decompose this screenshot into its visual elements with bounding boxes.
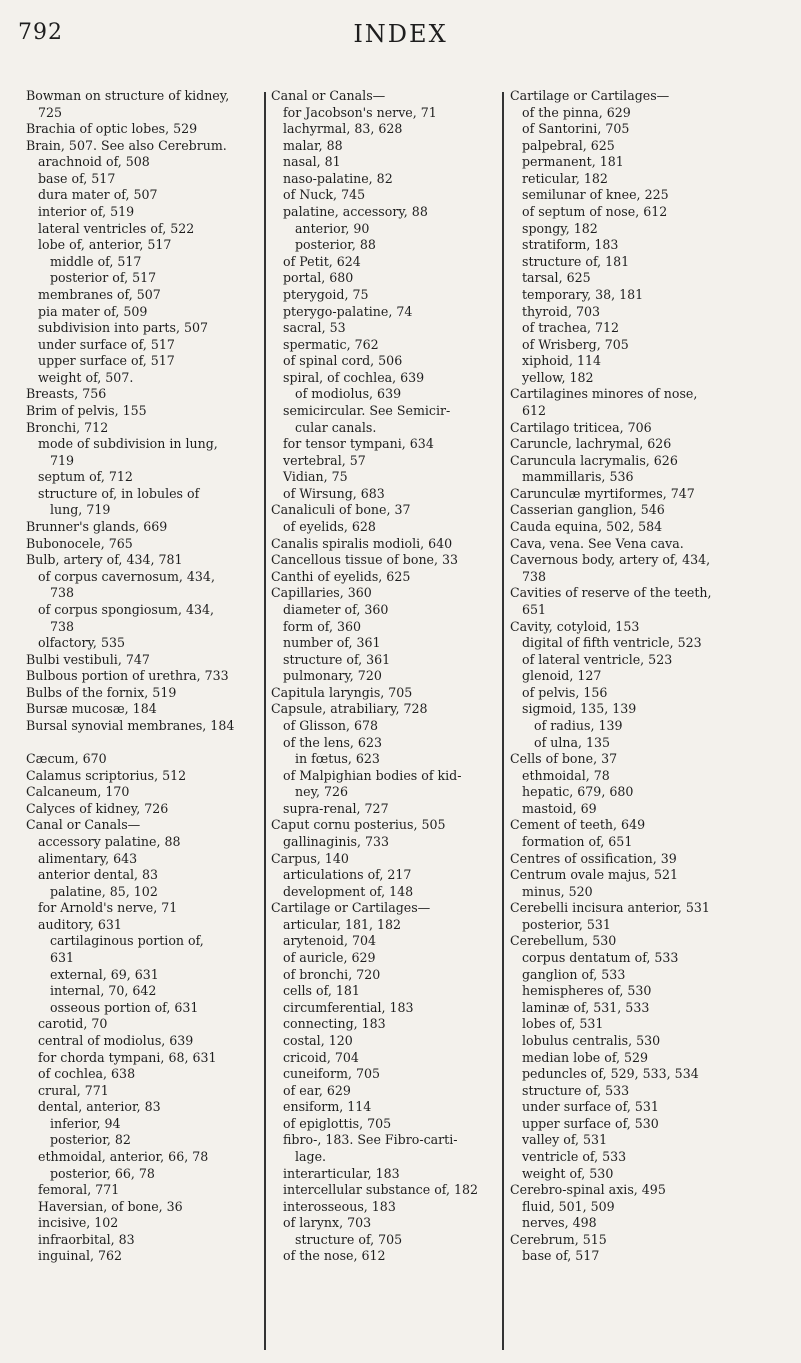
index-entry: Canal or Canals— (271, 88, 386, 103)
index-entry: peduncles of, 529, 533, 534 (522, 1066, 699, 1082)
index-entry: anterior dental, 83 (38, 867, 159, 883)
index-entry: posterior, 66, 78 (50, 1165, 155, 1181)
index-entry: Haversian, of bone, 36 (38, 1198, 183, 1214)
index-entry: Cavities of reserve of the teeth, (510, 585, 712, 601)
index-entry: of radius, 139 (534, 717, 623, 733)
index-entry: Cæcum, 670 (26, 751, 107, 767)
index-entry: Bronchi, 712 (26, 419, 109, 435)
index-entry: of the pinna, 629 (522, 104, 631, 120)
index-entry: structure of, 533 (522, 1082, 630, 1098)
index-entry: Cartilage or Cartilages— (271, 900, 431, 916)
index-entry: under surface of, 517 (38, 336, 175, 352)
index-entry: anterior, 90 (295, 220, 370, 236)
index-entry: cells of, 181 (283, 983, 360, 999)
index-entry: dental, anterior, 83 (38, 1099, 161, 1115)
running-title: INDEX (353, 20, 448, 48)
index-entry: weight of, 530 (522, 1165, 614, 1181)
index-entry: ethmoidal, 78 (522, 767, 610, 783)
index-entry: carotid, 70 (38, 1016, 108, 1032)
index-entry: structure of, 361 (283, 651, 391, 667)
index-entry: of Nuck, 745 (283, 187, 366, 203)
index-entry: Cerebrum, 515 (510, 1231, 607, 1247)
index-entry: gallinaginis, 733 (283, 834, 390, 850)
index-entry: vertebral, 57 (283, 452, 366, 468)
index-entry: femoral, 771 (38, 1182, 120, 1198)
index-entry: permanent, 181 (522, 154, 624, 170)
index-entry: structure of, in lobules of (38, 485, 200, 501)
index-entry: structure of, 181 (522, 253, 630, 269)
index-entry: in fœtus, 623 (295, 751, 380, 767)
index-entry: Capillaries, 360 (271, 585, 372, 601)
index-entry: Brunner's glands, 669 (26, 519, 168, 535)
index-entry: weight of, 507. (38, 369, 134, 385)
index-entry: of lateral ventricle, 523 (522, 651, 673, 667)
index-entry: Cavity, cotyloid, 153 (510, 618, 640, 634)
index-entry: tarsal, 625 (522, 270, 591, 286)
index-entry: structure of, 705 (295, 1231, 403, 1247)
index-column-3 (510, 88, 780, 1265)
index-entry: of Malpighian bodies of kid- (283, 767, 462, 783)
index-entry: inguinal, 762 (38, 1248, 123, 1264)
index-entry: Brachia of optic lobes, 529 (26, 121, 198, 137)
index-entry: Breasts, 756 (26, 386, 107, 402)
index-entry: yellow, 182 (522, 369, 594, 385)
index-entry: osseous portion of, 631 (50, 999, 199, 1015)
index-entry: palpebral, 625 (522, 137, 615, 153)
index-entry: Vidian, 75 (283, 469, 348, 485)
index-entry: middle of, 517 (50, 253, 142, 269)
index-entry: dura mater of, 507 (38, 187, 158, 203)
index-entry: temporary, 38, 181 (522, 286, 644, 302)
index-entry: diameter of, 360 (283, 601, 389, 617)
index-entry: posterior, 531 (522, 916, 611, 932)
index-entry: interarticular, 183 (283, 1165, 400, 1181)
index-entry: stratiform, 183 (522, 237, 619, 253)
index-entry: base of, 517 (522, 1248, 600, 1264)
index-entry: Cartilage or Cartilages— (510, 88, 670, 103)
index-entry: crural, 771 (38, 1082, 109, 1098)
index-entry: incisive, 102 (38, 1215, 119, 1231)
index-entry: 651 (522, 601, 547, 617)
index-entry: of cochlea, 638 (38, 1066, 136, 1082)
index-entry: infraorbital, 83 (38, 1231, 135, 1247)
index-entry: of Santorini, 705 (522, 121, 630, 137)
index-entry: intercellular substance of, 182 (283, 1182, 479, 1198)
index-entry: supra-renal, 727 (283, 800, 389, 816)
index-entry: mastoid, 69 (522, 800, 597, 816)
index-entry: Cerebellum, 530 (510, 933, 617, 949)
index-entry: posterior, 88 (295, 237, 376, 253)
index-entry: Bursæ mucosæ, 184 (26, 701, 157, 717)
index-entry: digital of fifth ventricle, 523 (522, 635, 702, 651)
index-entry: of Petit, 624 (283, 253, 361, 269)
index-entry: nerves, 498 (522, 1215, 597, 1231)
index-entry: of trachea, 712 (522, 320, 620, 336)
index-entry: internal, 70, 642 (50, 983, 157, 999)
index-entry: circumferential, 183 (283, 999, 414, 1015)
index-entry: palatine, 85, 102 (50, 883, 158, 899)
index-entry: 719 (50, 452, 75, 468)
index-entry: of eyelids, 628 (283, 519, 376, 535)
index-entry: base of, 517 (38, 170, 116, 186)
index-entry: xiphoid, 114 (522, 353, 602, 369)
index-column-2 (271, 88, 501, 1265)
index-entry: arytenoid, 704 (283, 933, 376, 949)
section-gap (26, 735, 266, 752)
index-entry: Bubonocele, 765 (26, 535, 133, 551)
index-entry: Caput cornu posterius, 505 (271, 817, 446, 833)
index-entry: Bulbous portion of urethra, 733 (26, 668, 229, 684)
index-entry: lateral ventricles of, 522 (38, 220, 195, 236)
index-entry: development of, 148 (283, 883, 414, 899)
index-entry: Cava, vena. See Vena cava. (510, 535, 684, 551)
index-entry: sigmoid, 135, 139 (522, 701, 637, 717)
index-entry: cuneiform, 705 (283, 1066, 381, 1082)
index-entry: malar, 88 (283, 137, 343, 153)
index-entry: posterior, 82 (50, 1132, 131, 1148)
index-column-1 (26, 88, 266, 1265)
index-entry: number of, 361 (283, 635, 381, 651)
index-entry: reticular, 182 (522, 170, 608, 186)
index-entry: minus, 520 (522, 883, 593, 899)
index-entry: hemispheres of, 530 (522, 983, 652, 999)
index-entry: for Jacobson's nerve, 71 (283, 104, 437, 120)
index-entry: Casserian ganglion, 546 (510, 502, 665, 518)
index-entry: Calamus scriptorius, 512 (26, 767, 187, 783)
index-entry: of auricle, 629 (283, 950, 376, 966)
index-entry: Caruncle, lachrymal, 626 (510, 436, 672, 452)
index-entry: lage. (295, 1149, 327, 1164)
index-entry: of ulna, 135 (534, 734, 611, 750)
index-entry: ensiform, 114 (283, 1099, 372, 1115)
index-entry: Calcaneum, 170 (26, 784, 130, 800)
index-entry: Cells of bone, 37 (510, 751, 618, 767)
index-entry: Caruncula lacrymalis, 626 (510, 452, 678, 468)
index-entry: 738 (50, 585, 75, 601)
index-entry: Centrum ovale majus, 521 (510, 867, 678, 883)
index-entry: mammillaris, 536 (522, 469, 634, 485)
index-entry: of corpus cavernosum, 434, (38, 568, 215, 584)
index-entry: upper surface of, 517 (38, 353, 175, 369)
index-entry: lung, 719 (50, 502, 111, 518)
index-entry: membranes of, 507 (38, 286, 161, 302)
index-entry: semilunar of knee, 225 (522, 187, 669, 203)
index-entry: Canalis spiralis modioli, 640 (271, 535, 453, 551)
index-entry: Cerebro-spinal axis, 495 (510, 1182, 666, 1198)
index-entry: ethmoidal, anterior, 66, 78 (38, 1149, 209, 1164)
index-entry: Canaliculi of bone, 37 (271, 502, 411, 518)
index-entry: formation of, 651 (522, 834, 633, 850)
index-entry: glenoid, 127 (522, 668, 602, 684)
index-entry: of Wirsung, 683 (283, 485, 385, 501)
index-entry: laminæ of, 531, 533 (522, 999, 650, 1015)
index-entry: lobulus centralis, 530 (522, 1032, 661, 1048)
index-entry: Capitula laryngis, 705 (271, 684, 413, 700)
index-entry: portal, 680 (283, 270, 354, 286)
page-header (0, 20, 801, 50)
index-entry: Carpus, 140 (271, 850, 349, 866)
index-entry: Bulbs of the fornix, 519 (26, 684, 177, 700)
index-entry: Cancellous tissue of bone, 33 (271, 552, 459, 568)
page-number: 792 (18, 20, 63, 45)
index-entry: 612 (522, 402, 547, 418)
index-entry: accessory palatine, 88 (38, 834, 181, 850)
index-entry: posterior of, 517 (50, 270, 157, 286)
index-entry: Brain, 507. See also Cerebrum. (26, 137, 227, 153)
index-entry: interosseous, 183 (283, 1198, 396, 1214)
index-entry: spermatic, 762 (283, 336, 379, 352)
index-entry: hepatic, 679, 680 (522, 784, 634, 800)
index-entry: 738 (50, 618, 75, 634)
index-entry: articulations of, 217 (283, 867, 412, 883)
index-entry: inferior, 94 (50, 1115, 121, 1131)
index-entry: palatine, accessory, 88 (283, 204, 428, 220)
index-entry: of pelvis, 156 (522, 684, 608, 700)
index-entry: Bulb, artery of, 434, 781 (26, 552, 183, 568)
index-entry: interior of, 519 (38, 204, 135, 220)
index-entry: of modiolus, 639 (295, 386, 402, 402)
index-entry: corpus dentatum of, 533 (522, 950, 679, 966)
index-entry: lobes of, 531 (522, 1016, 604, 1032)
index-entry: of ear, 629 (283, 1082, 351, 1098)
index-entry: thyroid, 703 (522, 303, 601, 319)
index-entry: pterygoid, 75 (283, 286, 369, 302)
index-entry: cartilaginous portion of, (50, 933, 204, 949)
index-entry: upper surface of, 530 (522, 1115, 659, 1131)
index-entry: ney, 726 (295, 784, 349, 800)
index-entry: semicircular. See Semicir- (283, 402, 451, 418)
index-entry: of septum of nose, 612 (522, 204, 668, 220)
index-entry: Cartilagines minores of nose, (510, 386, 698, 402)
index-entry: sacral, 53 (283, 320, 346, 336)
index-entry: pia mater of, 509 (38, 303, 148, 319)
index-entry: of Glisson, 678 (283, 717, 379, 733)
index-entry: Bursal synovial membranes, 184 (26, 717, 235, 733)
index-entry: valley of, 531 (522, 1132, 608, 1148)
index-entry: Cauda equina, 502, 584 (510, 519, 663, 535)
index-entry: Brim of pelvis, 155 (26, 402, 147, 418)
index-entry: alimentary, 643 (38, 850, 138, 866)
index-entry: of the nose, 612 (283, 1248, 386, 1264)
index-entry: 631 (50, 950, 75, 966)
index-entry: for Arnold's nerve, 71 (38, 900, 178, 916)
index-entry: of epiglottis, 705 (283, 1115, 392, 1131)
index-entry: of Wrisberg, 705 (522, 336, 629, 352)
index-entry: olfactory, 535 (38, 635, 125, 651)
index-entry: 725 (38, 104, 63, 120)
index-entry: Carunculæ myrtiformes, 747 (510, 485, 695, 501)
index-entry: central of modiolus, 639 (38, 1032, 194, 1048)
index-entry: of bronchi, 720 (283, 966, 381, 982)
index-entry: under surface of, 531 (522, 1099, 659, 1115)
index-entry: Bowman on structure of kidney, (26, 88, 230, 103)
index-entry: 738 (522, 568, 547, 584)
index-entry: pulmonary, 720 (283, 668, 382, 684)
index-entry: external, 69, 631 (50, 966, 159, 982)
index-entry: arachnoid of, 508 (38, 154, 150, 170)
index-entry: Cerebelli incisura anterior, 531 (510, 900, 710, 916)
index-entry: mode of subdivision in lung, (38, 436, 218, 452)
index-entry: nasal, 81 (283, 154, 341, 170)
index-entry: of corpus spongiosum, 434, (38, 601, 214, 617)
index-entry: pterygo-palatine, 74 (283, 303, 413, 319)
index-entry: subdivision into parts, 507 (38, 320, 208, 336)
index-entry: of spinal cord, 506 (283, 353, 403, 369)
index-entry: for tensor tympani, 634 (283, 436, 434, 452)
column-divider (502, 92, 504, 1350)
index-entry: Centres of ossification, 39 (510, 850, 677, 866)
index-entry: connecting, 183 (283, 1016, 386, 1032)
index-entry: Canthi of eyelids, 625 (271, 568, 411, 584)
index-entry: Cartilago triticea, 706 (510, 419, 652, 435)
index-entry: naso-palatine, 82 (283, 170, 393, 186)
index-entry: of the lens, 623 (283, 734, 382, 750)
index-entry: costal, 120 (283, 1032, 353, 1048)
index-entry: Cavernous body, artery of, 434, (510, 552, 711, 568)
index-entry: spiral, of cochlea, 639 (283, 369, 425, 385)
index-entry: lachyrmal, 83, 628 (283, 121, 403, 137)
index-entry: fluid, 501, 509 (522, 1198, 615, 1214)
index-entry: fibro-, 183. See Fibro-carti- (283, 1132, 458, 1148)
index-entry: ventricle of, 533 (522, 1149, 627, 1164)
index-entry: of larynx, 703 (283, 1215, 372, 1231)
index-entry: cular canals. (295, 419, 377, 435)
index-entry: cricoid, 704 (283, 1049, 359, 1065)
index-entry: lobe of, anterior, 517 (38, 237, 172, 253)
index-entry: spongy, 182 (522, 220, 598, 236)
index-entry: septum of, 712 (38, 469, 133, 485)
index-entry: for chorda tympani, 68, 631 (38, 1049, 217, 1065)
index-entry: form of, 360 (283, 618, 362, 634)
index-entry: Canal or Canals— (26, 817, 141, 833)
index-entry: auditory, 631 (38, 916, 122, 932)
index-entry: ganglion of, 533 (522, 966, 626, 982)
index-entry: articular, 181, 182 (283, 916, 402, 932)
index-entry: median lobe of, 529 (522, 1049, 649, 1065)
index-entry: Bulbi vestibuli, 747 (26, 651, 150, 667)
index-entry: Cement of teeth, 649 (510, 817, 646, 833)
index-entry: Capsule, atrabiliary, 728 (271, 701, 428, 717)
index-entry: Calyces of kidney, 726 (26, 800, 169, 816)
